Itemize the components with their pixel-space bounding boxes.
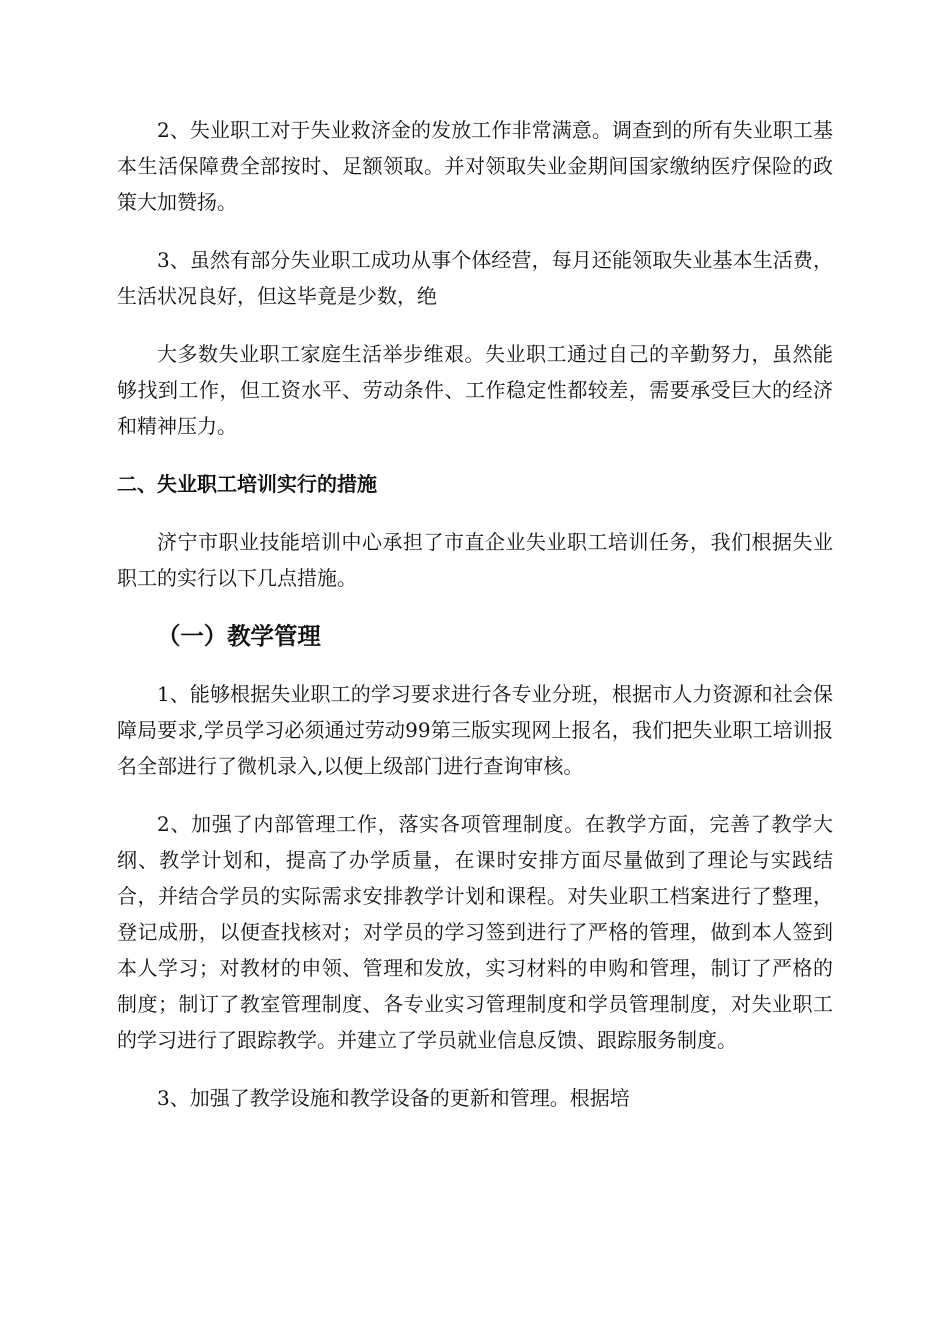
paragraph-1-class-division: 1、能够根据失业职工的学习要求进行各专业分班，根据市人力资源和社会保障局要求,学员学习必须通过劳动99第三版实现网上报名，我们把失业职工培训报名全部进行了微机录入,以便上级部门进行查询审核。 <box>117 682 833 778</box>
paragraph-2-internal-management: 2、加强了内部管理工作，落实各项管理制度。在教学方面，完善了教学大纲、教学计划和，提高了办学质量，在课时安排方面尽量做到了理论与实践结合，并结合学员的实际需求安排教学计划和课程。对失业职工档案进行了整理，登记成册，以便查找核对；对学员的学习签到进行了严格的管理，做到本人签到本人学习；对教材的申领、管理和发放，实习材料的申购和管理，制订了严格的制度；制订了教室管理制度、各专业实习管理制度和学员管理制度，对失业职工的学习进行了跟踪教学。并建立了学员就业信息反馈、跟踪服务制度。 <box>117 812 833 1052</box>
subheading-teaching-management: （一）教学管理 <box>157 622 321 650</box>
paragraph-hardship: 大多数失业职工家庭生活举步维艰。失业职工通过自己的辛勤努力，虽然能够找到工作，但工资水平、劳动条件、工作稳定性都较差，需要承受巨大的经济和精神压力。 <box>117 342 833 438</box>
paragraph-training-center: 济宁市职业技能培训中心承担了市直企业失业职工培训任务，我们根据失业职工的实行以下几点措施。 <box>117 530 833 590</box>
paragraph-2-satisfaction: 2、失业职工对于失业救济金的发放工作非常满意。调查到的所有失业职工基本生活保障费全部按时、足额领取。并对领取失业金期间国家缴纳医疗保险的政策大加赞扬。 <box>117 118 833 214</box>
section-heading-measures: 二、失业职工培训实行的措施 <box>117 472 377 496</box>
paragraph-3-facilities: 3、加强了教学设施和教学设备的更新和管理。根据培 <box>157 1086 630 1110</box>
document-page <box>117 112 833 1138</box>
paragraph-3-self-employment: 3、虽然有部分失业职工成功从事个体经营，每月还能领取失业基本生活费，生活状况良好，但这毕竟是少数，绝 <box>117 248 833 308</box>
